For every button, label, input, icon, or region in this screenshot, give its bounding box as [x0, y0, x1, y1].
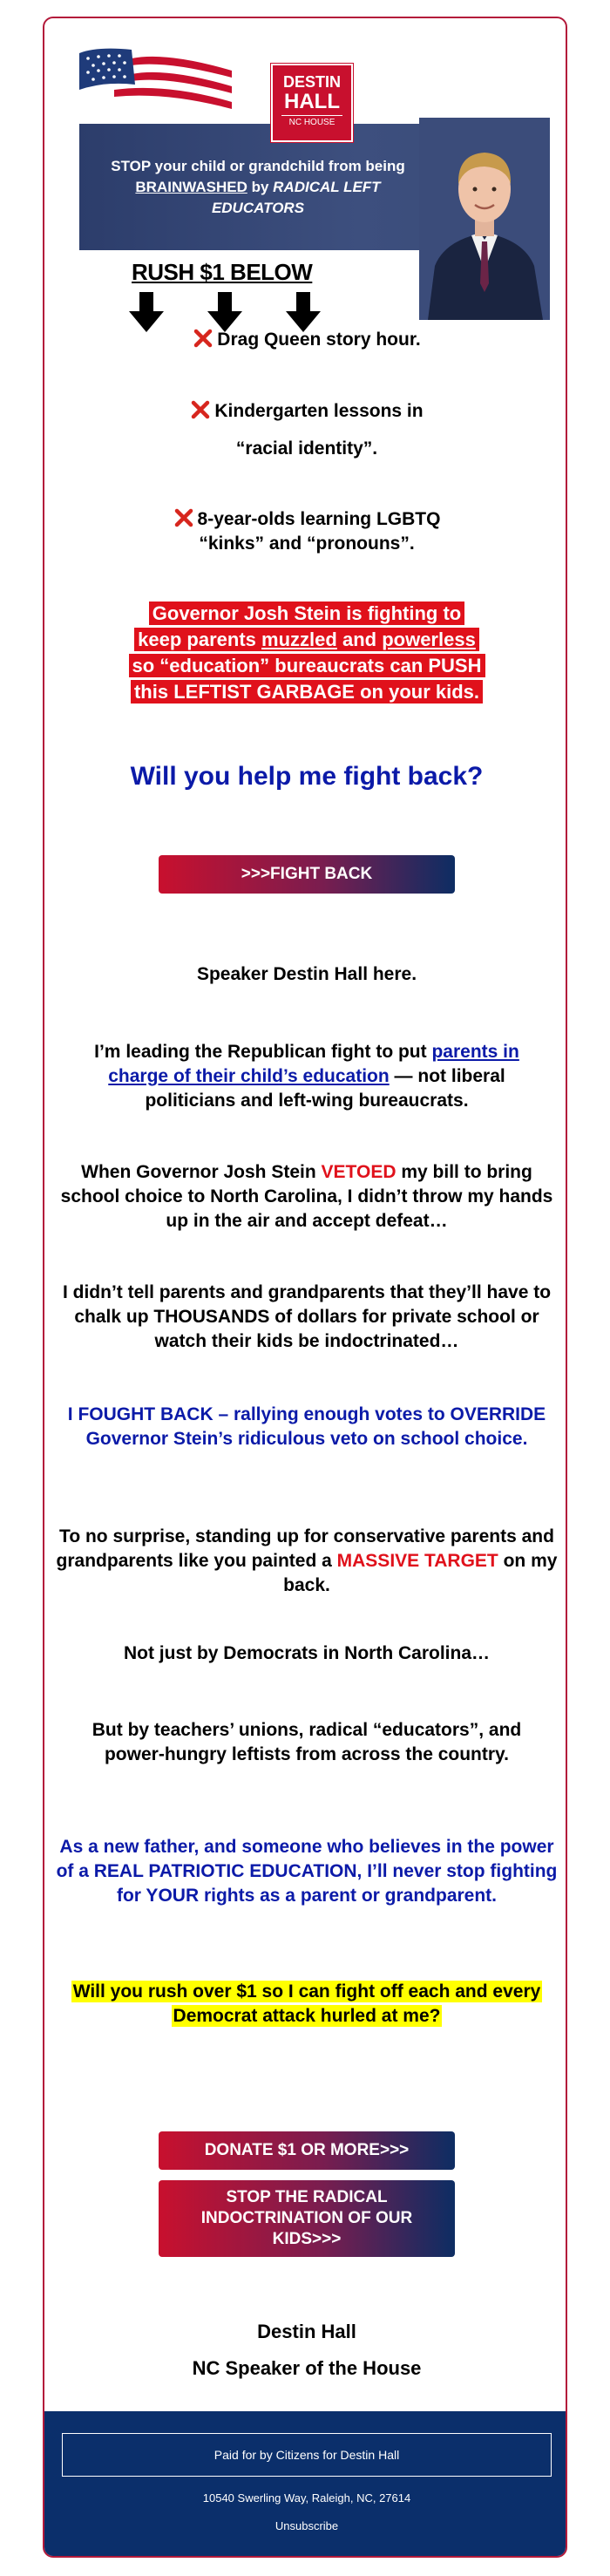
bullet-text-line1: Kindergarten lessons in [214, 401, 424, 421]
question-heading: Will you help me fight back? [130, 762, 484, 791]
letter-p3: When Governor Josh Stein VETOED my bill to bring school choice to North Carolina, I didn’t throw my hands up in the air and accept defeat… [60, 1162, 553, 1231]
bullet-text-line1: 8-year-olds learning LGBTQ [197, 509, 441, 529]
letter-p4: I didn’t tell parents and grandparents that they’ll have to chalk up THOUSANDS of dollars for private school or watch their kids be indoctrinated… [62, 1282, 552, 1351]
red-x-icon [193, 328, 214, 349]
bullet-drag-queen [44, 328, 567, 352]
red-x-icon [190, 399, 211, 420]
red-x-icon [173, 507, 194, 528]
letter-p1: Speaker Destin Hall here. [196, 964, 417, 984]
unsubscribe-link[interactable]: Unsubscribe [274, 2519, 339, 2532]
bullet-text-line2: “racial identity”. [235, 438, 378, 459]
footer [44, 2411, 567, 2558]
headline-start: STOP your child or grandchild from being [111, 158, 405, 174]
signature-title: NC Speaker of the House [192, 2357, 422, 2379]
letter-p2: I’m leading the Republican fight to put parents in charge of their child’s education — not liberal politicians and left-wing bureaucrats. [94, 1042, 519, 1111]
bullet-text: Drag Queen story hour. [217, 330, 421, 350]
header-banner[interactable] [79, 41, 544, 320]
donate-button[interactable]: DONATE $1 OR MORE>>> [159, 2131, 455, 2170]
bullet-lgbtq [44, 507, 567, 556]
destin-hall-photo [419, 118, 550, 320]
logo-line-2: HALL [284, 90, 340, 113]
vetoed-text: VETOED [321, 1162, 396, 1182]
alert-line-2: keep parents muzzled and powerless [134, 628, 479, 651]
letter-p5: I FOUGHT BACK – rallying enough votes to OVERRIDE Governor Stein’s ridiculous veto on school choice. [67, 1404, 546, 1449]
letter-p10 [44, 1980, 567, 2029]
signature-name: Destin Hall [257, 2321, 356, 2342]
stop-indoctrination-button[interactable]: STOP THE RADICAL INDOCTRINATION OF OUR KIDS>>> [159, 2180, 455, 2257]
headline-italic: RADICAL LEFT EDUCATORS [211, 179, 381, 216]
headline-underlined: BRAINWASHED [135, 179, 247, 195]
footer-address: 10540 Swerling Way, Raleigh, NC, 27614 [202, 2491, 411, 2505]
headline-by: by [251, 179, 269, 195]
email-card [43, 17, 567, 2558]
banner-headline [97, 156, 419, 219]
logo-line-3: NC HOUSE [281, 115, 342, 128]
letter-p9: As a new father, and someone who believes in the power of a REAL PATRIOTIC EDUCATION, I’ll never stop fighting for YOUR rights as a parent or grandparent. [56, 1837, 558, 1906]
alert-block [44, 601, 567, 705]
destin-hall-logo [271, 64, 353, 142]
highlighted-ask: Will you rush over $1 so I can fight off each and every Democrat attack hurled at me? [72, 1981, 541, 2026]
letter-p7: Not just by Democrats in North Carolina… [123, 1643, 491, 1663]
alert-line-1: Governor Josh Stein is fighting to [149, 602, 464, 625]
parents-in-charge-link[interactable]: parents in charge of their child’s education [108, 1042, 519, 1086]
logo-line-1: DESTIN [282, 73, 341, 91]
massive-target-text: MASSIVE TARGET [336, 1551, 498, 1571]
alert-line-3: so “education” bureaucrats can PUSH [129, 654, 485, 677]
american-flag-image [79, 41, 232, 111]
paid-for-text: Paid for by Citizens for Destin Hall [214, 2448, 400, 2462]
bullet-kindergarten [44, 399, 567, 461]
paid-for-box [62, 2433, 552, 2477]
letter-p6: To no surprise, standing up for conservative parents and grandparents like you painted a MASSIVE TARGET on my back. [56, 1526, 558, 1595]
letter-p8: But by teachers’ unions, radical “educators”, and power-hungry leftists from across the country. [92, 1720, 522, 1764]
bullet-text-line2: “kinks” and “pronouns”. [199, 534, 415, 554]
fight-back-button[interactable]: >>>FIGHT BACK [159, 855, 455, 894]
alert-line-4: this LEFTIST GARBAGE on your kids. [131, 680, 483, 703]
rush-heading: RUSH $1 BELOW [132, 259, 313, 285]
